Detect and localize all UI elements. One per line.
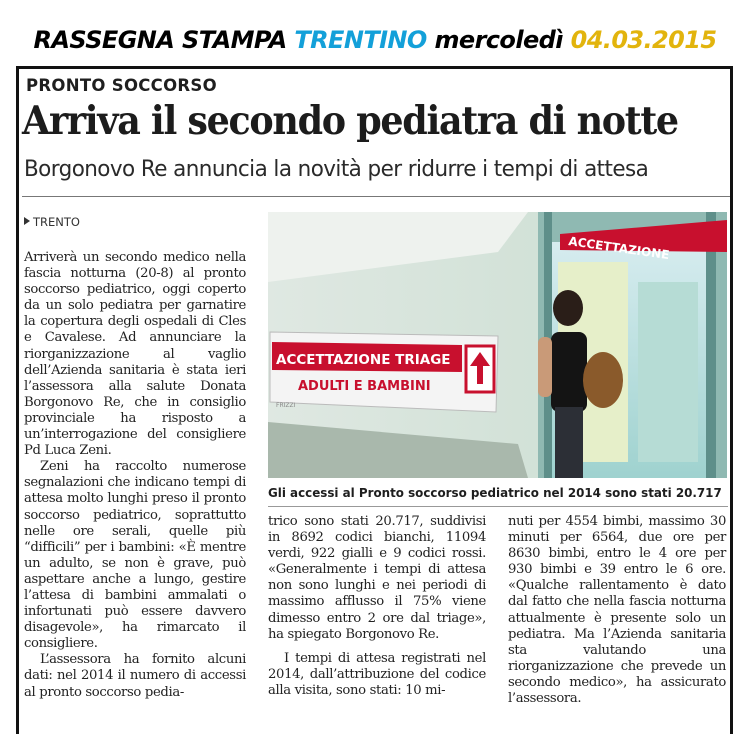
dateline bbox=[24, 215, 80, 229]
paragraph: Arriverà un secondo medico nella fascia notturna (20-8) al pronto soccorso pediatrico, oggi coperto da un solo pediatra per garnatire la copertura degli ospedali di Cles e Cavalese. Ad annunciare la riorganizzazione al vaglio dell’Azienda sanitaria è stata ieri l’assessora alla salute Donata Borgonovo Re, che in consiglio provinciale ha risposto a un’interrogazione del consigliere Pd Luca Zeni. bbox=[24, 250, 246, 459]
banner-region: TRENTINO bbox=[294, 26, 427, 54]
dateline-text: TRENTO bbox=[33, 215, 80, 229]
banner-weekday: mercoledì bbox=[434, 26, 563, 54]
triangle-bullet-icon bbox=[24, 217, 30, 225]
article-column-2 bbox=[268, 514, 486, 699]
paragraph: L’assessora ha fornito alcuni dati: nel 2014 il numero di accessi al pronto soccorso pedia- bbox=[24, 652, 246, 700]
subheadline: Borgonovo Re annuncia la novità per ridurre i tempi di attesa bbox=[24, 156, 649, 182]
article-column-3 bbox=[508, 514, 726, 707]
caption-divider bbox=[268, 506, 728, 507]
hospital-corridor-photo bbox=[268, 212, 727, 478]
paragraph: Zeni ha raccolto numerose segnalazioni che indicano tempi di attesa molto lunghi preso il pronto soccorso pediatrico, soprattutto nelle ore serali, quelle più “difficili” per i bambini: «È mentre un adulto, se non è grave, può aspettare anche a lungo, gestire l’attesa di bambini ammalati o infortunati può essere davvero disagevole», ha rimarcato il consigliere. bbox=[24, 459, 246, 652]
sign-sub-text: ADULTI E BAMBINI bbox=[298, 379, 431, 394]
door-sign-text: ACCETTAZIONE bbox=[567, 234, 671, 263]
paragraph: nuti per 4554 bimbi, massimo 30 minuti per 6564, due ore per 8630 bimbi, entro le 4 ore per 930 bimbi e 39 entro le 6 ore. «Qualche rallentamento è dato dal fatto che nella fascia notturna attualmente è presente solo un pediatra. Ma l’Azienda sanitaria sta valutando una riorganizzazione che prevede un secondo medico», ha assicurato l’assessora. bbox=[508, 514, 726, 707]
paragraph: I tempi di attesa registrati nel 2014, dall’attribuzione del codice alla visita, sono stati: 10 mi- bbox=[268, 650, 486, 698]
paragraph: trico sono stati 20.717, suddivisi in 8692 codici bianchi, 11094 verdi, 922 gialli e 9 codici rossi. «Generalmente i tempi di attesa non sono lunghi e nei periodi di massimo afflusso il 75% viene dimesso entro 2 ore dal triage», ha spiegato Borgonovo Re. bbox=[268, 514, 486, 642]
article-photo bbox=[268, 212, 727, 478]
article-column-1 bbox=[24, 250, 246, 701]
sign-main-text: ACCETTAZIONE TRIAGE bbox=[276, 352, 451, 368]
kicker: PRONTO SOCCORSO bbox=[26, 76, 217, 95]
sign-small-text: FRIZZI bbox=[276, 402, 296, 409]
banner-date: 04.03.2015 bbox=[570, 26, 717, 54]
photo-caption: Gli accessi al Pronto soccorso pediatrico nel 2014 sono stati 20.717 bbox=[268, 485, 722, 500]
banner-label: RASSEGNA STAMPA bbox=[33, 26, 287, 54]
divider bbox=[22, 196, 730, 197]
headline: Arriva il secondo pediatra di notte bbox=[22, 98, 678, 144]
press-review-banner bbox=[0, 20, 750, 60]
